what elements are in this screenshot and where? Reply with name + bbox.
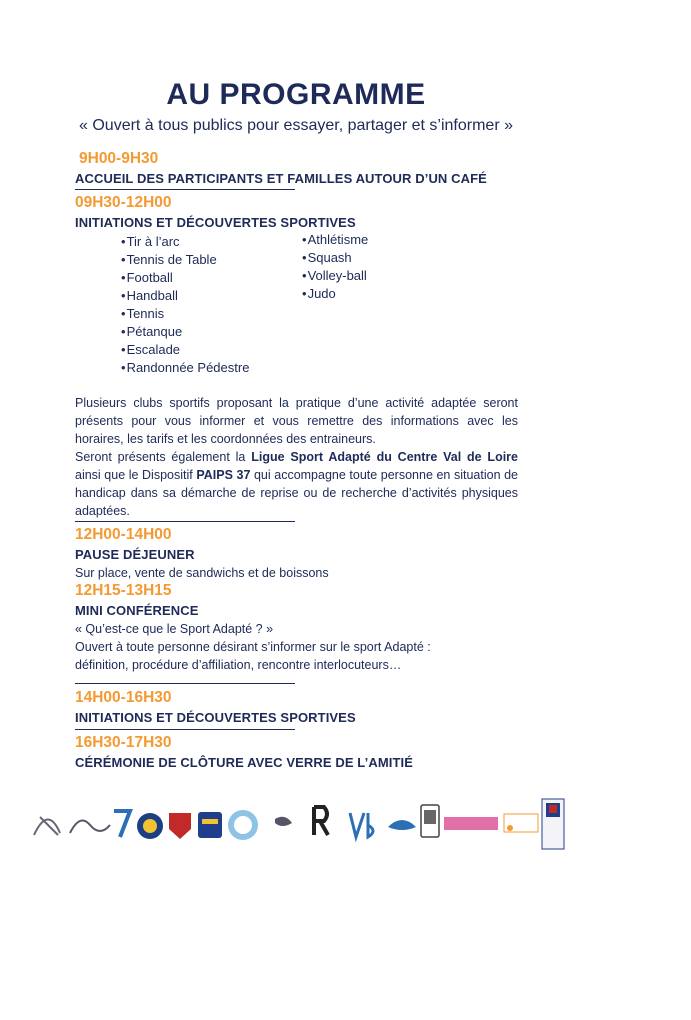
sports-list-col2 (302, 231, 368, 303)
clubs-paragraph (75, 394, 518, 520)
sport-item: • Volley-ball (302, 267, 368, 285)
slot4-time: 12H15-13H15 (75, 582, 172, 599)
logo-shield-red (169, 813, 191, 839)
slot1-time: 9H00-9H30 (79, 150, 159, 167)
slot1-heading: ACCUEIL DES PARTICIPANTS ET FAMILLES AUTOUR D’UN CAFÉ (75, 171, 487, 186)
sport-item: • Escalade (121, 341, 249, 359)
slot4-text1: Ouvert à toute personne désirant s’informer sur le sport Adapté : (75, 640, 431, 654)
sport-item: • Tennis de Table (121, 251, 249, 269)
clubs-text: Plusieurs clubs sportifs proposant la pratique d’une activité adaptée seront présents pour vous informer et vous remettre des informations avec les horaires, les tarifs et les coordonnées des entraineurs. (75, 396, 518, 446)
logo-tir-arc (34, 817, 60, 835)
slot6-time: 16H30-17H30 (75, 734, 172, 751)
slot2-heading: INITIATIONS ET DÉCOUVERTES SPORTIVES (75, 215, 356, 230)
page-subtitle: « Ouvert à tous publics pour essayer, partager et s’informer » (79, 117, 513, 134)
slot4-text2: définition, procédure d’affiliation, rencontre interlocuteurs… (75, 658, 402, 672)
logo-small-bird (275, 817, 292, 826)
sport-item: • Randonnée Pédestre (121, 359, 249, 377)
logo-shield-blue (198, 812, 222, 838)
sport-item: • Football (121, 269, 249, 287)
sport-item: • Handball (121, 287, 249, 305)
logo-script (70, 821, 110, 834)
sport-item: • Athlétisme (302, 231, 368, 249)
slot2-time: 09H30-12H00 (75, 194, 172, 211)
page-title: AU PROGRAMME (166, 78, 426, 111)
logo-fish (388, 820, 416, 830)
sport-item: • Tir à l’arc (121, 233, 249, 251)
sport-item: • Pétanque (121, 323, 249, 341)
divider (75, 729, 295, 730)
divider (75, 683, 295, 684)
ligue-name: Ligue Sport Adapté du Centre Val de Loire (251, 450, 518, 464)
partners-text-b: ainsi que le Dispositif (75, 468, 197, 482)
logo-vb (350, 813, 373, 837)
slot3-time: 12H00-14H00 (75, 526, 172, 543)
sports-list-col1 (121, 233, 249, 377)
partners-text-c: qui accompagne toute personne en situation de handicap dans sa démarche de reprise ou de recherche d’activités physiques adaptées. (75, 468, 519, 518)
sport-item: • Tennis (121, 305, 249, 323)
partner-logos (30, 795, 570, 853)
logo-seven (114, 811, 130, 837)
slot5-heading: INITIATIONS ET DÉCOUVERTES SPORTIVES (75, 710, 356, 725)
slot4-heading: MINI CONFÉRENCE (75, 603, 199, 618)
sport-item: • Squash (302, 249, 368, 267)
slot6-heading: CÉRÉMONIE DE CLÔTURE AVEC VERRE DE L’AMITIÉ (75, 755, 413, 770)
logo-pink-banner (444, 817, 498, 830)
slot3-text: Sur place, vente de sandwichs et de boissons (75, 566, 329, 580)
logo-r (314, 807, 328, 835)
slot4-quote: « Qu’est-ce que le Sport Adapté ? » (75, 622, 274, 636)
paips-name: PAIPS 37 (196, 468, 251, 482)
divider (75, 521, 295, 522)
slot5-time: 14H00-16H30 (75, 689, 172, 706)
divider (75, 189, 295, 190)
slot3-heading: PAUSE DÉJEUNER (75, 547, 195, 562)
sport-item: • Judo (302, 285, 368, 303)
partners-text-a: Seront présents également la (75, 450, 252, 464)
